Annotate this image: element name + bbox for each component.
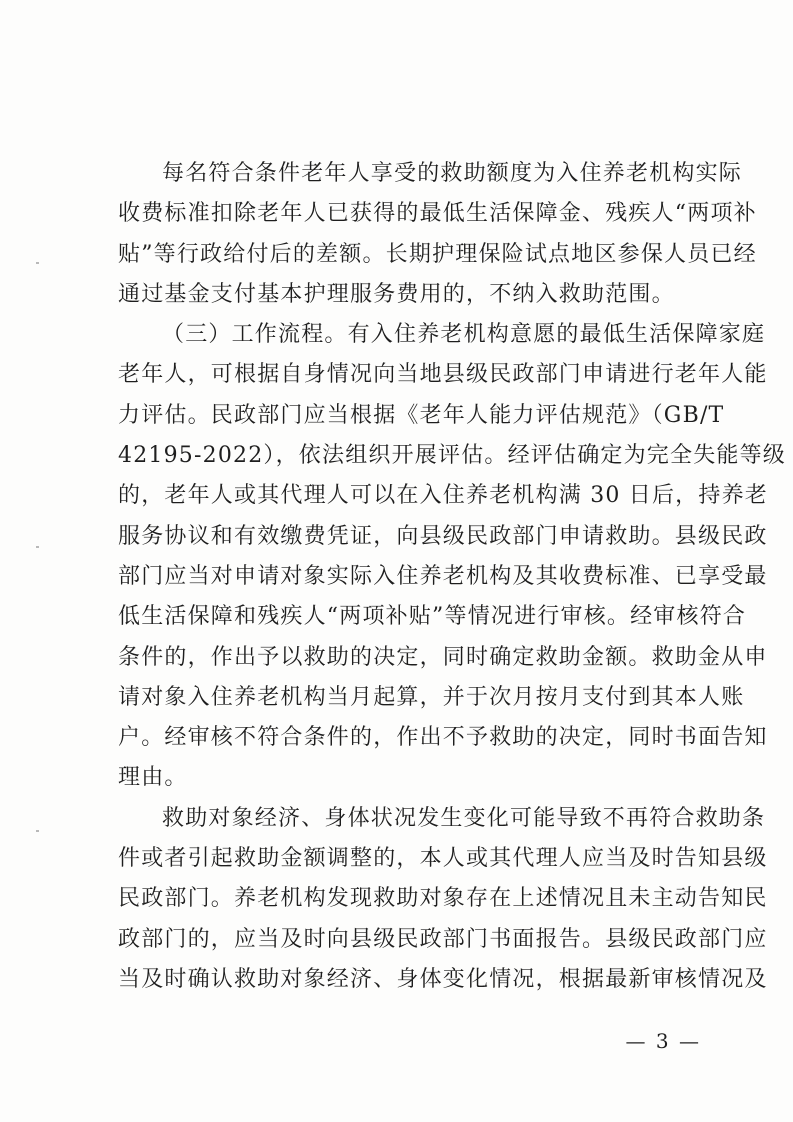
text-line: 服务协议和有效缴费凭证，向县级民政部门申请救助。县级民政: [118, 523, 768, 549]
text-line: 部门应当对申请对象实际入住养老机构及其收费标准、已享受最: [118, 563, 768, 589]
text-line: 请对象入住养老机构当月起算，并于次月按月支付到其本人账: [118, 684, 745, 710]
text-line: 政部门的，应当及时向县级民政部门书面报告。县级民政部门应: [118, 926, 768, 952]
text-line: 低生活保障和残疾人“两项补贴”等情况进行审核。经审核符合: [118, 604, 747, 630]
binder-mark: [36, 830, 39, 832]
page-number: — 3 —: [625, 1029, 701, 1053]
text-line: 收费标准扣除老年人已获得的最低生活保障金、残疾人“两项补: [118, 201, 757, 227]
text-line: 老年人，可根据自身情况向当地县级民政部门申请进行老年人能: [118, 362, 768, 388]
text-line: 民政部门。养老机构发现救助对象存在上述情况且未主动告知民: [118, 886, 768, 912]
text-line: 力评估。民政部门应当根据《老年人能力评估规范》（GB/T: [118, 402, 725, 428]
text-line: （三）工作流程。有入住养老机构意愿的最低生活保障家庭: [162, 322, 766, 348]
text-line: 件或者引起救助金额调整的，本人或其代理人应当及时告知县级: [118, 846, 768, 872]
text-line: 救助对象经济、身体状况发生变化可能导致不再符合救助条: [162, 805, 766, 831]
text-line: 每名符合条件老年人享受的救助额度为入住养老机构实际: [162, 161, 743, 186]
text-line: 当及时确认救助对象经济、身体变化情况，根据最新审核情况及: [118, 966, 768, 992]
paragraph-workflow: [118, 315, 787, 799]
text-line: 贴”等行政给付后的差额。长期护理保险试点地区参保人员已经: [118, 241, 757, 267]
text-line: 户。经审核不符合条件的，作出不予救助的决定，同时书面告知: [118, 725, 768, 751]
binder-mark: [36, 546, 39, 548]
text-line: 条件的，作出予以救助的决定，同时确定救助金额。救助金从申: [118, 644, 768, 670]
text-line: 42195-2022），依法组织开展评估。经评估确定为完全失能等级: [118, 443, 787, 469]
paragraph-relief-amount: [118, 154, 757, 315]
text-line: 理由。: [118, 765, 188, 791]
document-body: [118, 154, 787, 1000]
paragraph-status-change: [118, 799, 768, 1000]
text-line: 通过基金支付基本护理服务费用的，不纳入救助范围。: [118, 281, 675, 307]
binder-mark: [36, 262, 39, 264]
text-line: 的，老年人或其代理人可以在入住养老机构满 30 日后，持养老: [118, 483, 768, 509]
